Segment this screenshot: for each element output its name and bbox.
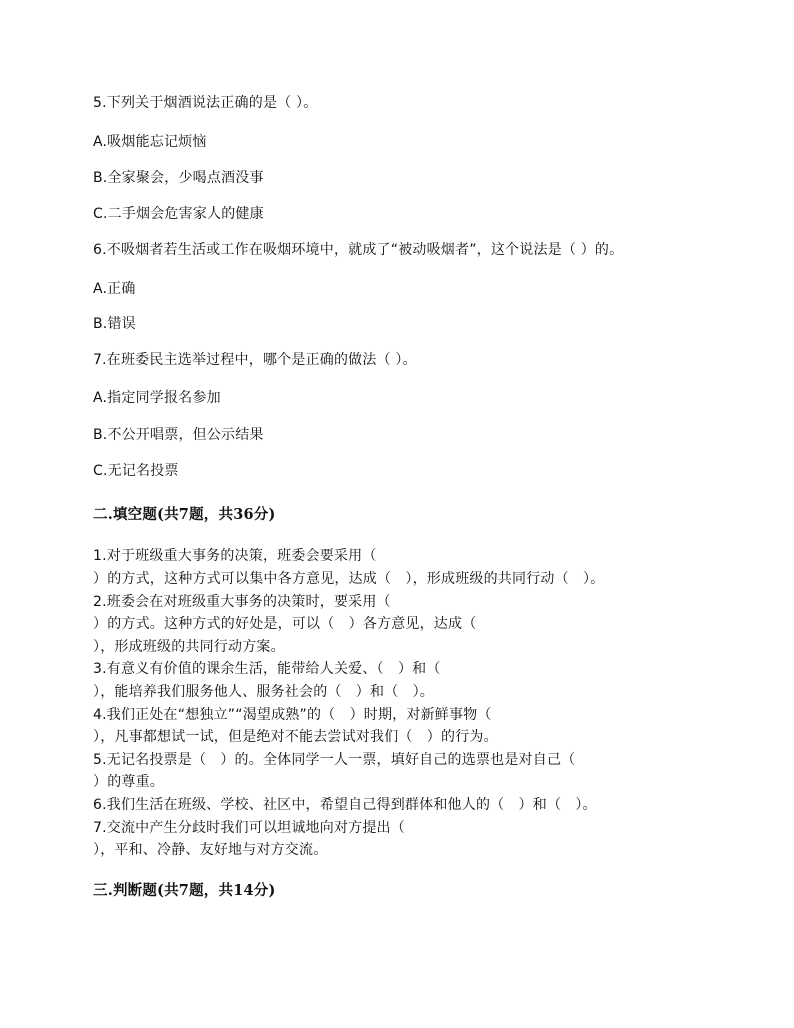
question-7-option-a: A.指定同学报名参加 xyxy=(93,390,221,406)
section-judge-title: 三.判断题(共7题，共14分) xyxy=(93,882,276,899)
question-5-option-c: C.二手烟会危害家人的健康 xyxy=(93,206,264,222)
fill-line: ），形成班级的共同行动方案。 xyxy=(93,639,285,655)
fill-line: 4.我们正处在“想独立”“渴望成熟”的（ ）时期，对新鲜事物（ xyxy=(93,707,492,723)
question-6-option-b: B.错误 xyxy=(93,316,136,332)
fill-line: 3.有意义有价值的课余生活，能带给人关爱、（ ）和（ xyxy=(93,661,441,677)
fill-line: 1.对于班级重大事务的决策，班委会要采用（ xyxy=(93,548,377,564)
section-fill-title: 二.填空题(共7题，共36分) xyxy=(93,506,276,523)
fill-line: ），凡事都想试一试，但是绝对不能去尝试对我们（ ）的行为。 xyxy=(93,729,498,745)
question-5-option-b: B.全家聚会，少喝点酒没事 xyxy=(93,170,264,186)
fill-line: 5.无记名投票是（ ）的。全体同学一人一票，填好自己的选票也是对自己（ xyxy=(93,752,576,768)
fill-line: ），能培养我们服务他人、服务社会的（ ）和（ ）。 xyxy=(93,684,434,700)
fill-line: ）的方式，这种方式可以集中各方意见，达成（ ），形成班级的共同行动（ ）。 xyxy=(93,571,605,587)
question-6-stem: 6.不吸烟者若生活或工作在吸烟环境中，就成了“被动吸烟者”，这个说法是（ ）的。 xyxy=(93,242,624,258)
question-5-option-a: A.吸烟能忘记烦恼 xyxy=(93,134,207,150)
fill-line: ），平和、冷静、友好地与对方交流。 xyxy=(93,842,328,858)
fill-line: ）的方式。这种方式的好处是，可以（ ）各方意见，达成（ xyxy=(93,616,477,632)
question-6-option-a: A.正确 xyxy=(93,281,136,297)
question-7-stem: 7.在班委民主选举过程中，哪个是正确的做法（ ）。 xyxy=(93,352,417,368)
fill-line: 2.班委会在对班级重大事务的决策时，要采用（ xyxy=(93,594,391,610)
fill-line: 6.我们生活在班级、学校、社区中，希望自己得到群体和他人的（ ）和（ ）。 xyxy=(93,797,597,813)
question-7-option-c: C.无记名投票 xyxy=(93,463,179,479)
question-5-stem: 5.下列关于烟酒说法正确的是（ ）。 xyxy=(93,95,318,111)
question-7-option-b: B.不公开唱票，但公示结果 xyxy=(93,427,264,443)
fill-line: ）的尊重。 xyxy=(93,774,164,790)
fill-line: 7.交流中产生分歧时我们可以坦诚地向对方提出（ xyxy=(93,820,405,836)
